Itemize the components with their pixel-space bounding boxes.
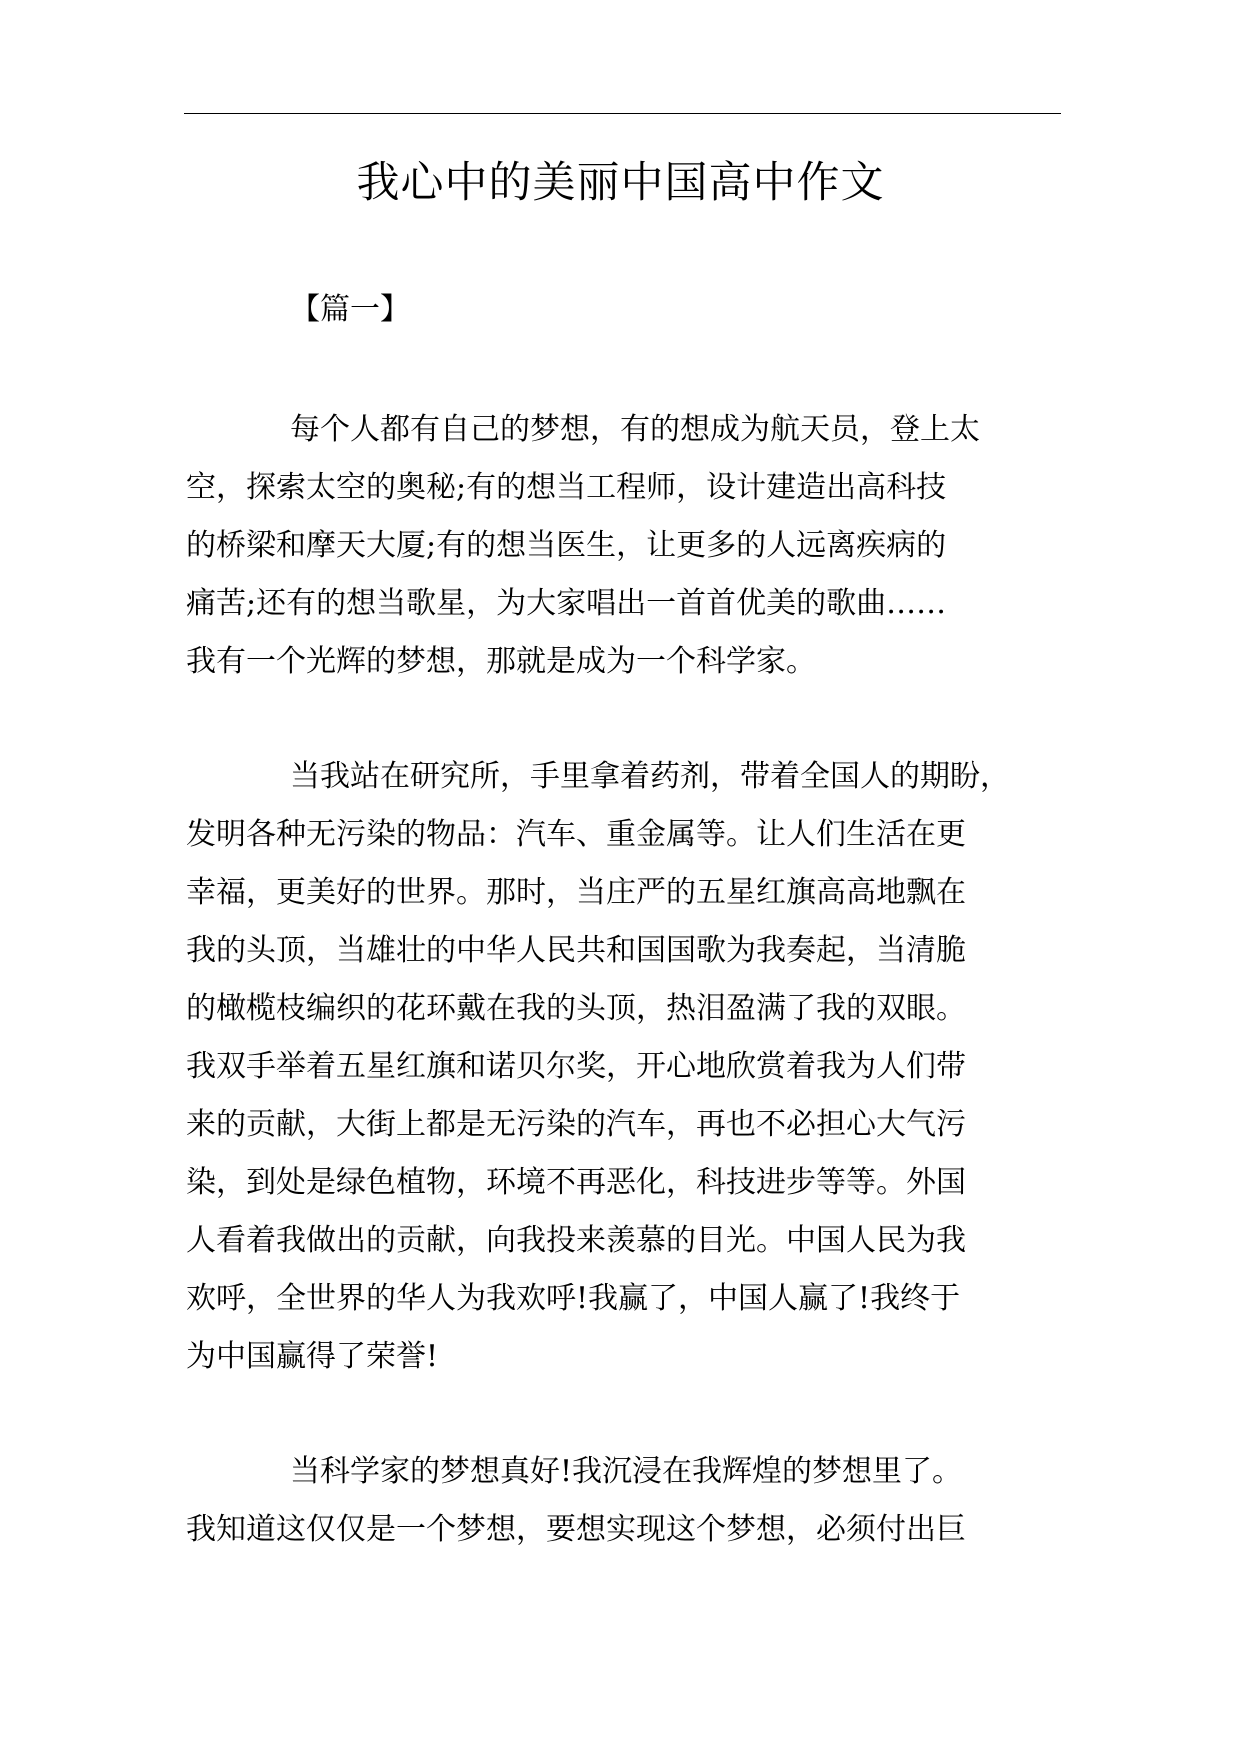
paragraph-line: 我的头顶，当雄壮的中华人民共和国国歌为我奏起，当清脆 <box>186 933 966 968</box>
paragraph-line: 每个人都有自己的梦想，有的想成为航天员，登上太 <box>290 412 980 447</box>
header-rule <box>184 113 1061 114</box>
paragraph-line: 的橄榄枝编织的花环戴在我的头顶，热泪盈满了我的双眼。 <box>186 991 966 1026</box>
document-title: 我心中的美丽中国高中作文 <box>356 158 885 208</box>
paragraph-3 <box>186 1443 1070 1559</box>
paragraph-line: 幸福，更美好的世界。那时，当庄严的五星红旗高高地飘在 <box>186 875 966 910</box>
paragraph-line: 欢呼，全世界的华人为我欢呼!我赢了，中国人赢了!我终于 <box>186 1281 961 1316</box>
paragraph-line: 人看着我做出的贡献，向我投来羡慕的目光。中国人民为我 <box>186 1223 966 1258</box>
section-label: 【篇一】 <box>290 292 410 327</box>
paragraph-line: 染，到处是绿色植物，环境不再恶化，科技进步等等。外国 <box>186 1165 966 1200</box>
paragraph-line: 痛苦;还有的想当歌星，为大家唱出一首首优美的歌曲…… <box>186 586 947 621</box>
paragraph-line: 发明各种无污染的物品：汽车、重金属等。让人们生活在更 <box>186 817 966 852</box>
paragraph-line: 我知道这仅仅是一个梦想，要想实现这个梦想，必须付出巨 <box>186 1512 966 1547</box>
paragraph-line: 空，探索太空的奥秘;有的想当工程师，设计建造出高科技 <box>186 470 947 505</box>
paragraph-line: 为中国赢得了荣誉! <box>186 1339 439 1374</box>
paragraph-line: 来的贡献，大街上都是无污染的汽车，再也不必担心大气污 <box>186 1107 966 1142</box>
paragraph-1 <box>186 401 1070 691</box>
paragraph-line: 当我站在研究所，手里拿着药剂，带着全国人的期盼， <box>290 759 1010 794</box>
paragraph-2 <box>186 748 1070 1386</box>
paragraph-line: 我双手举着五星红旗和诺贝尔奖，开心地欣赏着我为人们带 <box>186 1049 966 1084</box>
paragraph-line: 当科学家的梦想真好!我沉浸在我辉煌的梦想里了。 <box>290 1454 963 1489</box>
paragraph-line: 我有一个光辉的梦想，那就是成为一个科学家。 <box>186 644 816 679</box>
paragraph-line: 的桥梁和摩天大厦;有的想当医生，让更多的人远离疾病的 <box>186 528 947 563</box>
